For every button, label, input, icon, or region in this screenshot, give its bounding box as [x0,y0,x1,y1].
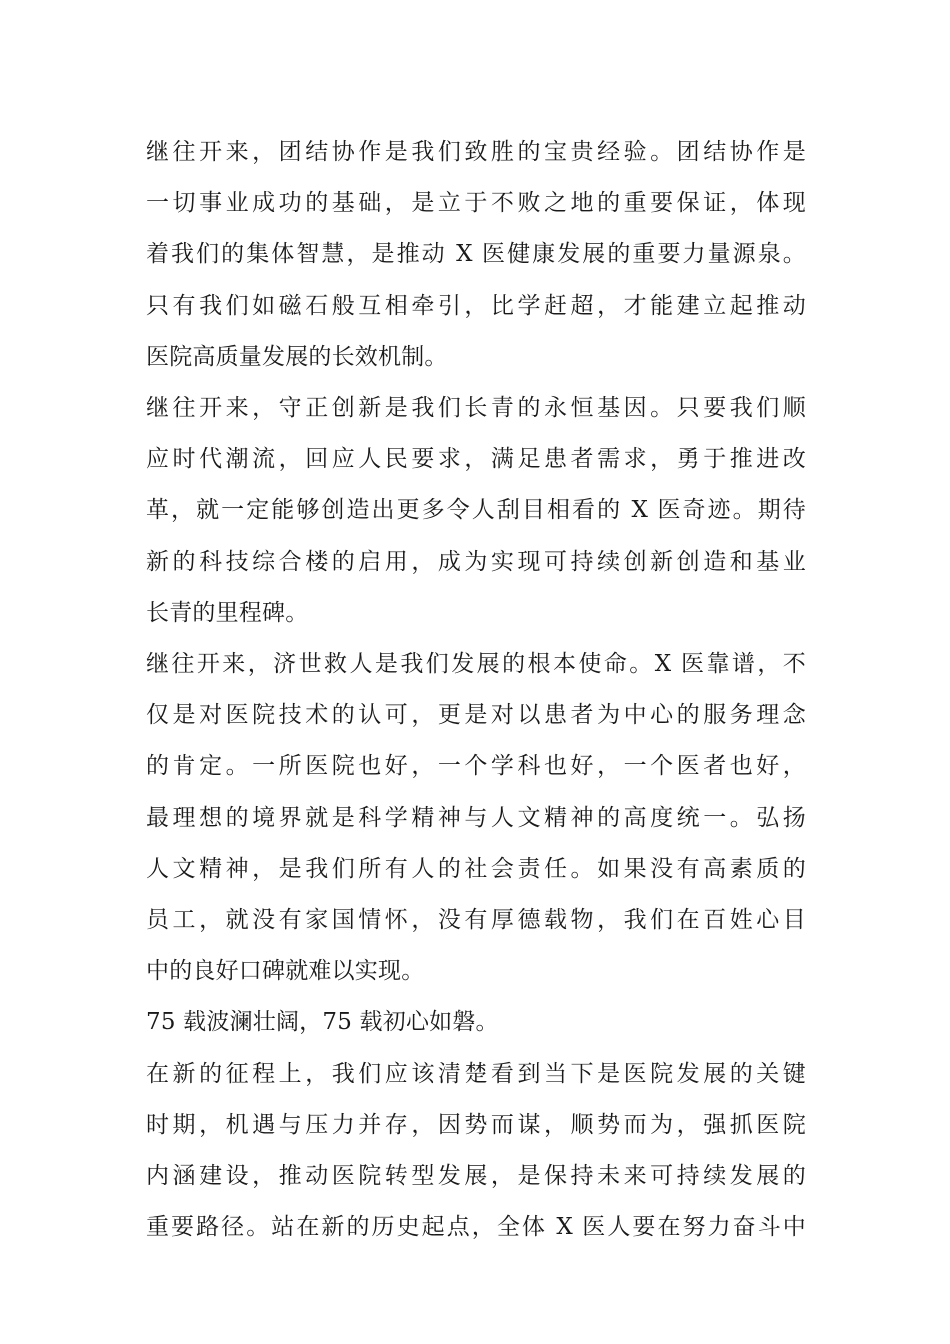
text-line: 仅是对医院技术的认可，更是对以患者为中心的服务理念 [146,702,806,729]
text-line: 继往开来，济世救人是我们发展的根本使命。X 医靠谱，不 [146,651,806,678]
paragraph-mission [146,639,806,997]
text-line: 继往开来，团结协作是我们致胜的宝贵经验。团结协作是 [146,139,806,165]
text-line: 着我们的集体智慧，是推动 X 医健康发展的重要力量源泉。 [146,241,806,268]
paragraph-new-journey [146,1049,806,1254]
text-line: 重要路径。站在新的历史起点，全体 X 医人要在努力奋斗中 [146,1214,806,1241]
text-line: 中的良好口碑就难以实现。 [146,958,425,985]
text-line: 在新的征程上，我们应该清楚看到当下是医院发展的关键 [146,1060,806,1087]
text-line: 继往开来，守正创新是我们长青的永恒基因。只要我们顺 [146,395,806,422]
paragraph-anniversary [146,997,806,1048]
text-line: 医院高质量发展的长效机制。 [146,343,448,370]
text-line: 内涵建设，推动医院转型发展，是保持未来可持续发展的 [146,1163,806,1190]
text-line: 革，就一定能够创造出更多令人刮目相看的 X 医奇迹。期待 [146,497,806,524]
text-line: 长青的里程碑。 [146,599,309,626]
paragraph-innovation [146,383,806,639]
text-line: 人文精神，是我们所有人的社会责任。如果没有高素质的 [146,855,806,882]
text-line: 的肯定。一所医院也好，一个学科也好，一个医者也好， [146,753,806,780]
text-line: 时期，机遇与压力并存，因势而谋，顺势而为，强抓医院 [146,1111,806,1138]
text-line: 新的科技综合楼的启用，成为实现可持续创新创造和基业 [146,548,806,575]
document-page [146,127,806,1253]
text-line: 员工，就没有家国情怀，没有厚德载物，我们在百姓心目 [146,907,806,934]
text-line: 只有我们如磁石般互相牵引，比学赶超，才能建立起推动 [146,292,806,319]
text-line: 最理想的境界就是科学精神与人文精神的高度统一。弘扬 [146,804,806,831]
text-line: 75 载波澜壮阔，75 载初心如磐。 [146,1009,499,1036]
paragraph-teamwork [146,127,806,383]
text-line: 应时代潮流，回应人民要求，满足患者需求，勇于推进改 [146,446,806,473]
text-line: 一切事业成功的基础，是立于不败之地的重要保证，体现 [146,190,806,217]
